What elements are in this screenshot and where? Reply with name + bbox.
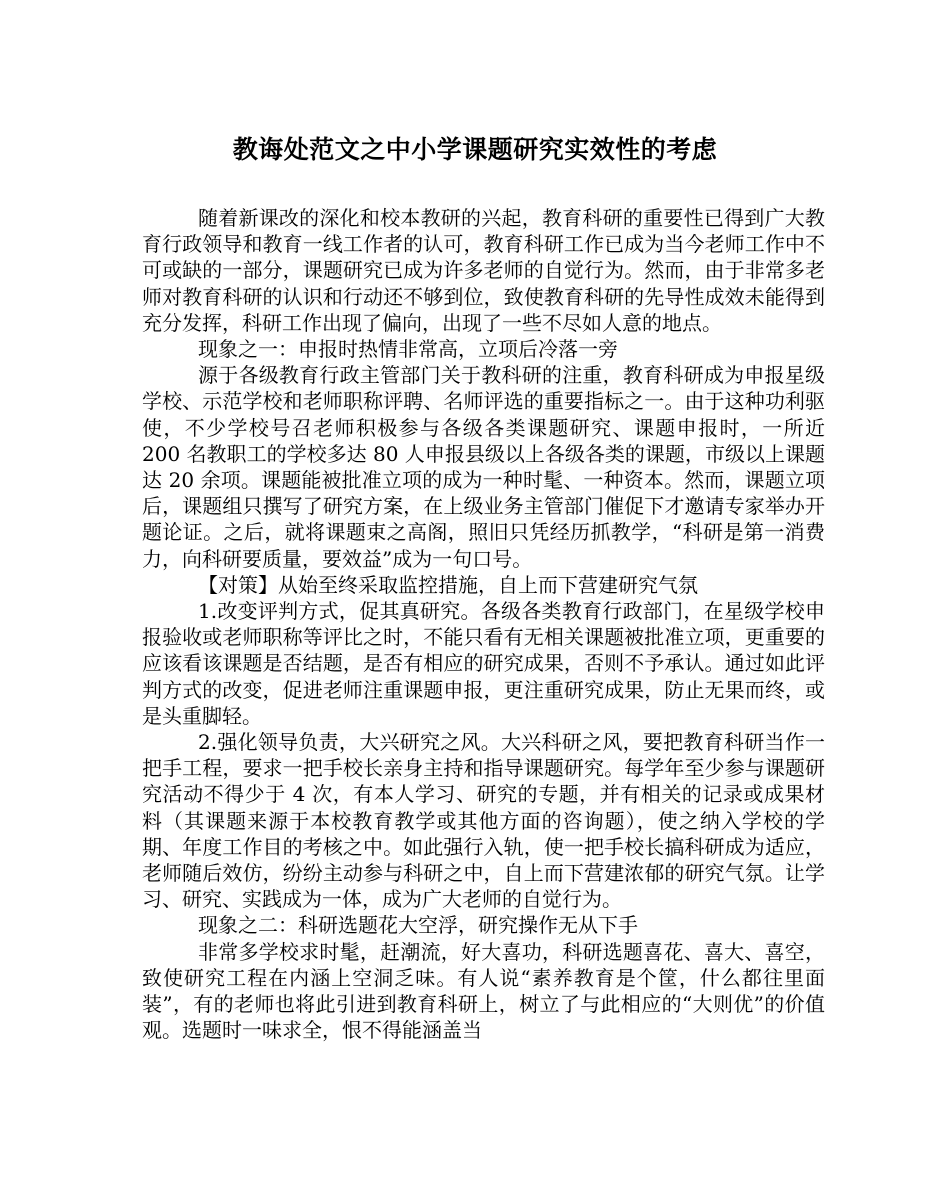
paragraph-phenomenon-2-body: 非常多学校求时髦，赶潮流，好大喜功，科研选题喜花、喜大、喜空，致使研究工程在内涵上空洞乏味。有人说“素养教育是个筐，什么都往里面装”，有的老师也将此引进到教育科研上，树立了与此相应的“大则优”的价值观。选题时一味求全，恨不得能涵盖当 (142, 939, 825, 1043)
paragraph-intro: 随着新课改的深化和校本教研的兴起，教育科研的重要性已得到广大教育行政领导和教育一线工作者的认可，教育科研工作已成为当今老师工作中不可或缺的一部分，课题研究已成为许多老师的自觉行为。然而，由于非常多老师对教育科研的认识和行动还不够到位，致使教育科研的先导性成效未能得到充分发挥，科研工作出现了偏向，出现了一些不尽如人意的地点。 (142, 206, 825, 335)
paragraph-phenomenon-2-heading: 现象之二：科研选题花大空浮，研究操作无从下手 (198, 913, 638, 938)
paragraph-phenomenon-1-heading: 现象之一：申报时热情非常高，立项后冷落一旁 (198, 337, 618, 362)
paragraph-phenomenon-1-body: 源于各级教育行政主管部门关于教科研的注重，教育科研成为申报星级学校、示范学校和老师职称评聘、名师评选的重要指标之一。由于这种功利驱使，不少学校号召老师积极参与各级各类课题研究、课题申报时，一所近 200 名教职工的学校多达 80 人申报县级以上各级各类的课题，市级以上课题达 20 余项。课题能被批准立项的成为一种时髦、一种资本。然而，课题立项后，课题组只撰写了研究方案，在上级业务主管部门催促下才邀请专家举办开题论证。之后，就将课题束之高阁，照旧只凭经历抓教学，“科研是第一消费力，向科研要质量，要效益”成为一句口号。 (142, 363, 825, 571)
paragraph-countermeasure-1: 1.改变评判方式，促其真研究。各级各类教育行政部门，在星级学校申报验收或老师职称等评比之时，不能只看有无相关课题被批准立项，更重要的应该看该课题是否结题，是否有相应的研究成果，否则不予承认。通过如此评判方式的改变，促进老师注重课题申报，更注重研究成果，防止无果而终，或是头重脚轻。 (142, 599, 825, 728)
paragraph-countermeasure-heading: 【对策】从始至终采取监控措施，自上而下营建研究气氛 (198, 572, 698, 597)
document-body (142, 205, 825, 1044)
document-title: 教诲处范文之中小学课题研究实效性的考虑 (232, 135, 718, 164)
paragraph-countermeasure-2: 2.强化领导负责，大兴研究之风。大兴科研之风，要把教育科研当作一把手工程，要求一把手校长亲身主持和指导课题研究。每学年至少参与课题研究活动不得少于 4 次，有本人学习、研究的专题，并有相关的记录或成果材料（其课题来源于本校教育教学或其他方面的咨询题），使之纳入学校的学期、年度工作目的考核之中。如此强行入轨，使一把手校长搞科研成为适应，老师随后效仿，纷纷主动参与科研之中，自上而下营建浓郁的研究气氛。让学习、研究、实践成为一体，成为广大老师的自觉行为。 (142, 730, 825, 912)
